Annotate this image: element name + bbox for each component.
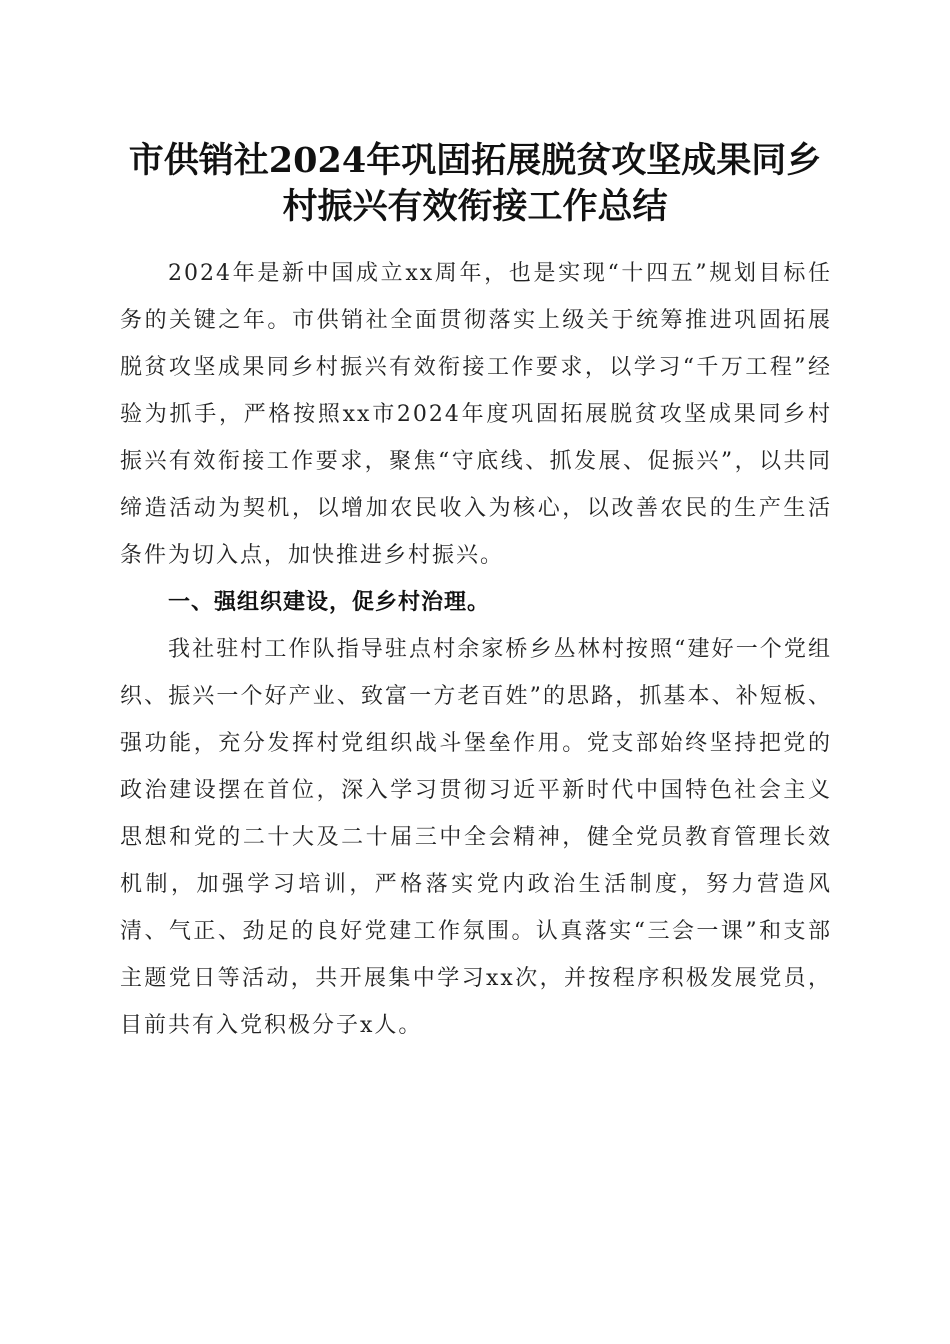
document-body [120, 250, 832, 1049]
title-line-1: 市供销社2024年巩固拓展脱贫攻坚成果同乡 [128, 140, 822, 181]
title-line-2: 村振兴有效衔接工作总结 [282, 186, 668, 227]
document-title [110, 138, 840, 230]
section-1-heading: 一、强组织建设，促乡村治理。 [168, 590, 491, 615]
section-1-paragraph: 我社驻村工作队指导驻点村余家桥乡丛林村按照“建好一个党组织、振兴一个好产业、致富一方老百姓”的思路，抓基本、补短板、强功能，充分发挥村党组织战斗堡垒作用。党支部始终坚持把党的政治建设摆在首位，深入学习贯彻习近平新时代中国特色社会主义思想和党的二十大及二十届三中全会精神，健全党员教育管理长效机制，加强学习培训，严格落实党内政治生活制度，努力营造风清、气正、劲足的良好党建工作氛围。认真落实“三会一课”和支部主题党日等活动，共开展集中学习xx次，并按程序积极发展党员，目前共有入党积极分子x人。 [120, 637, 832, 1038]
intro-paragraph: 2024年是新中国成立xx周年，也是实现“十四五”规划目标任务的关键之年。市供销社全面贯彻落实上级关于统筹推进巩固拓展脱贫攻坚成果同乡村振兴有效衔接工作要求，以学习“千万工程”经验为抓手，严格按照xx市2024年度巩固拓展脱贫攻坚成果同乡村振兴有效衔接工作要求，聚焦“守底线、抓发展、促振兴”，以共同缔造活动为契机，以增加农民收入为核心，以改善农民的生产生活条件为切入点，加快推进乡村振兴。 [120, 261, 832, 568]
